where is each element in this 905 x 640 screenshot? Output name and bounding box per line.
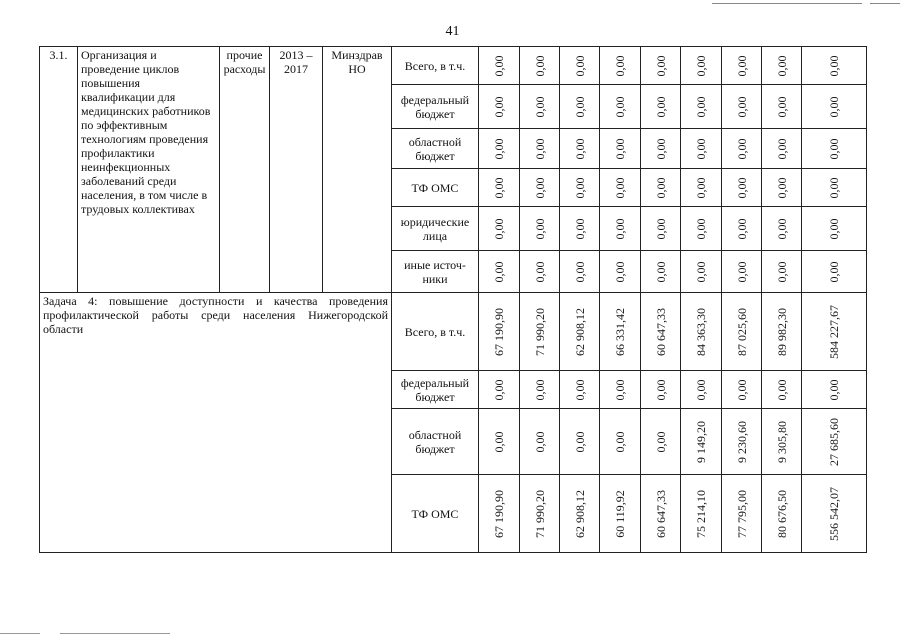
value-text: 0,00 [734,261,749,282]
value-cell [600,409,641,475]
value-text: 9 305,80 [774,420,789,463]
value-text: 9 149,20 [694,420,708,463]
value-cell [560,409,600,475]
value-cell [722,207,762,251]
funding-source: ТФ ОМС [392,169,479,207]
value-cell [520,169,560,207]
value-text: 0,00 [572,177,587,198]
value-cell [560,129,600,169]
value-text: 27 685,60 [827,417,841,466]
value-text: 89 982,30 [774,307,789,356]
value-text: 0,00 [572,261,587,282]
value-text: 0,00 [653,218,668,239]
task-description: Задача 4: повышение доступности и качества проведения профилактической работы среди населения Нижегородской области [40,293,392,553]
value-text: 0,00 [734,177,749,198]
value-text: 0,00 [532,431,547,452]
value-text: 0,00 [532,261,547,282]
value-cell [520,251,560,293]
value-text: 0,00 [492,261,506,282]
bottom-rule-mid [60,633,170,634]
value-cell [681,475,722,553]
funding-source: ТФ ОМС [392,475,479,553]
value-text: 0,00 [653,261,668,282]
value-text: 0,00 [774,218,789,239]
value-text: 0,00 [613,218,627,239]
value-cell [520,293,560,371]
value-cell [722,85,762,129]
value-text: 0,00 [827,55,841,76]
value-text: 0,00 [532,55,547,76]
value-cell [479,371,520,409]
value-text: 0,00 [827,379,841,400]
value-text: 0,00 [572,431,587,452]
value-cell [560,47,600,85]
funding-source: федеральный бюджет [392,371,479,409]
value-text: 0,00 [613,379,627,400]
value-text: 0,00 [532,218,547,239]
value-text: 0,00 [653,55,668,76]
value-text: 62 908,12 [572,307,587,356]
value-text: 0,00 [532,177,547,198]
value-cell [802,251,867,293]
value-cell [520,475,560,553]
value-cell [722,47,762,85]
value-text: 0,00 [694,261,708,282]
expense-type: прочие расходы [220,47,270,293]
measure-name: Организация и проведение циклов повышения квалификации для медицинских работников по эффективным технологиям проведения профилактики неинфекционных заболеваний среди населения, в том числе в трудовых коллективах [78,47,220,293]
value-text: 0,00 [613,431,627,452]
value-text: 87 025,60 [734,307,749,356]
value-cell [479,409,520,475]
value-text: 0,00 [572,96,587,117]
value-cell [722,409,762,475]
value-cell [600,475,641,553]
value-cell [722,293,762,371]
value-cell [641,251,681,293]
funding-source: Всего, в т.ч. [392,293,479,371]
value-cell [479,475,520,553]
value-cell [681,85,722,129]
value-text: 0,00 [694,379,708,400]
value-cell [681,371,722,409]
value-cell [681,169,722,207]
value-text: 0,00 [653,177,668,198]
value-cell [802,409,867,475]
value-cell [641,475,681,553]
value-cell [681,409,722,475]
value-cell [641,371,681,409]
value-text: 0,00 [492,218,506,239]
value-cell [520,371,560,409]
value-cell [762,409,802,475]
value-cell [681,293,722,371]
value-text: 0,00 [653,379,668,400]
value-cell [520,207,560,251]
value-cell [762,47,802,85]
value-cell [762,169,802,207]
value-text: 0,00 [613,55,627,76]
value-text: 0,00 [694,55,708,76]
value-cell [479,47,520,85]
value-text: 0,00 [492,379,506,400]
value-text: 0,00 [572,55,587,76]
value-cell [802,169,867,207]
value-cell [560,85,600,129]
value-text: 0,00 [572,138,587,159]
value-cell [520,47,560,85]
value-cell [479,251,520,293]
value-cell [560,293,600,371]
value-cell [802,85,867,129]
value-text: 71 990,20 [532,307,547,356]
value-text: 0,00 [572,218,587,239]
value-cell [600,85,641,129]
value-cell [641,47,681,85]
value-cell [722,129,762,169]
value-cell [762,475,802,553]
value-text: 0,00 [734,379,749,400]
value-cell [479,85,520,129]
value-text: 556 542,07 [827,486,841,541]
measure-row [40,47,867,85]
value-text: 0,00 [572,379,587,400]
funding-source: областной бюджет [392,409,479,475]
funding-source: Всего, в т.ч. [392,47,479,85]
value-cell [560,251,600,293]
value-text: 0,00 [827,96,841,117]
value-cell [681,129,722,169]
budget-table [39,46,867,553]
value-text: 0,00 [532,96,547,117]
value-cell [722,251,762,293]
value-cell [560,371,600,409]
value-cell [560,207,600,251]
value-text: 0,00 [774,96,789,117]
value-text: 0,00 [653,138,668,159]
value-text: 0,00 [827,261,841,282]
value-cell [560,169,600,207]
top-rule [712,3,862,4]
value-text: 0,00 [532,379,547,400]
value-text: 0,00 [827,177,841,198]
value-cell [762,85,802,129]
value-text: 0,00 [774,261,789,282]
value-cell [681,251,722,293]
value-text: 0,00 [492,177,506,198]
value-cell [762,129,802,169]
value-cell [681,207,722,251]
value-text: 0,00 [694,218,708,239]
value-text: 66 331,42 [613,307,627,356]
value-text: 9 230,60 [734,420,749,463]
value-text: 0,00 [492,431,506,452]
value-cell [802,47,867,85]
value-cell [479,129,520,169]
value-cell [762,371,802,409]
value-text: 84 363,30 [694,307,708,356]
value-text: 0,00 [492,96,506,117]
funding-source: иные источ-ники [392,251,479,293]
value-text: 67 190,90 [492,307,506,356]
bottom-rule-left [0,633,40,634]
value-cell [641,207,681,251]
value-cell [722,475,762,553]
value-text: 584 227,67 [827,304,841,359]
value-cell [520,85,560,129]
value-cell [762,207,802,251]
value-cell [722,371,762,409]
funding-source: областной бюджет [392,129,479,169]
value-cell [802,371,867,409]
page-number: 41 [445,24,460,39]
value-text: 80 676,50 [774,489,789,538]
value-cell [722,169,762,207]
value-cell [802,207,867,251]
value-text: 60 119,92 [613,489,627,538]
value-cell [600,251,641,293]
value-cell [681,47,722,85]
period: 2013 – 2017 [270,47,323,293]
value-text: 0,00 [734,138,749,159]
value-text: 0,00 [827,218,841,239]
measure-number: 3.1. [40,47,78,293]
value-cell [641,293,681,371]
value-text: 0,00 [694,96,708,117]
value-text: 77 795,00 [734,489,749,538]
value-text: 0,00 [774,177,789,198]
value-text: 67 190,90 [492,489,506,538]
value-text: 0,00 [613,177,627,198]
value-cell [802,475,867,553]
value-text: 0,00 [774,379,789,400]
value-cell [479,293,520,371]
value-cell [479,207,520,251]
task-row [40,293,867,371]
value-cell [479,169,520,207]
value-text: 0,00 [774,138,789,159]
value-cell [641,169,681,207]
value-text: 0,00 [532,138,547,159]
value-cell [600,129,641,169]
value-cell [762,251,802,293]
value-cell [762,293,802,371]
value-text: 0,00 [827,138,841,159]
value-text: 0,00 [613,96,627,117]
value-text: 0,00 [613,261,627,282]
value-cell [802,293,867,371]
value-text: 0,00 [734,96,749,117]
value-text: 0,00 [734,218,749,239]
value-text: 0,00 [492,55,506,76]
value-text: 75 214,10 [694,489,708,538]
value-text: 0,00 [653,96,668,117]
value-cell [641,129,681,169]
value-cell [600,207,641,251]
value-cell [520,129,560,169]
value-cell [600,47,641,85]
value-text: 60 647,33 [653,307,668,356]
value-cell [520,409,560,475]
value-cell [600,169,641,207]
value-cell [802,129,867,169]
value-cell [560,475,600,553]
value-text: 0,00 [613,138,627,159]
value-text: 0,00 [694,138,708,159]
value-text: 60 647,33 [653,489,668,538]
value-cell [600,293,641,371]
value-cell [641,409,681,475]
value-cell [600,371,641,409]
executor: Минздрав НО [323,47,392,293]
value-text: 0,00 [774,55,789,76]
value-text: 62 908,12 [572,489,587,538]
value-text: 0,00 [492,138,506,159]
value-text: 71 990,20 [532,489,547,538]
top-rule-right [870,3,900,4]
value-cell [641,85,681,129]
value-text: 0,00 [653,431,668,452]
value-text: 0,00 [694,177,708,198]
funding-source: федеральный бюджет [392,85,479,129]
value-text: 0,00 [734,55,749,76]
funding-source: юридические лица [392,207,479,251]
